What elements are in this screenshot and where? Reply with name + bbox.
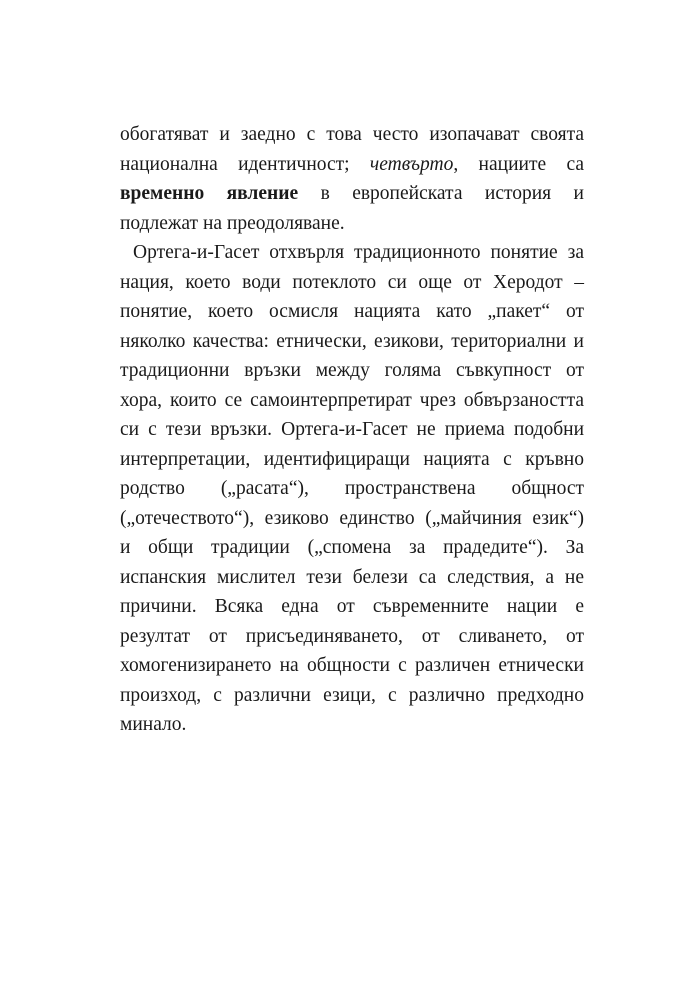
text-line: причини. Всяка една от съвременните нации е: [120, 596, 584, 617]
text-line: интерпретации, идентифициращи нацията с кръвно: [120, 448, 584, 470]
text-line: Ортега-и-Гасет отхвърля традиционното понятие за: [133, 242, 584, 263]
text-segment: национална идентичност;: [120, 153, 370, 175]
text-line: подлежат на преодоляване.: [120, 212, 345, 234]
text-line: испанския мислител тези белези са следствия, а не: [120, 566, 584, 588]
text-line: обогатяват и заедно с това често изопачават своята: [120, 124, 584, 145]
emphasized-text: четвърто: [369, 153, 454, 175]
text-line: хора, които се самоинтерпретират чрез обвързаността: [120, 389, 584, 411]
text-line: [120, 179, 584, 209]
text-line: произход, с различни езици, с различно предходно: [120, 684, 584, 706]
text-line: хомогенизирането на общности с различен етнически: [120, 655, 584, 676]
text-line: резултат от присъединяването, от сливането, от: [120, 625, 584, 647]
text-line: традиционни връзки между голяма съвкупност от: [120, 360, 584, 381]
text-line: няколко качества: етнически, езикови, териториални и: [120, 330, 584, 352]
text-line: родство („расата“), пространствена общност: [120, 478, 584, 499]
text-line: нация, което води потеклото си още от Херодот –: [120, 271, 584, 293]
text-line: минало.: [120, 714, 187, 735]
text-segment: , нациите са: [453, 153, 584, 175]
paragraph-2: [120, 238, 584, 740]
body-text: [120, 120, 584, 740]
text-line: си с тези връзки. Ортега-и-Гасет не приема подобни: [120, 419, 584, 440]
paragraph-1: [120, 120, 584, 238]
text-line: и общи традиции („спомена за прадедите“). За: [120, 537, 584, 558]
text-segment: в европейската история и: [298, 183, 584, 204]
text-line: („отечеството“), езиково единство („майчиния език“): [120, 507, 584, 529]
text-line: [120, 150, 584, 180]
bold-text: временно явление: [120, 183, 299, 204]
text-line: понятие, което осмисля нацията като „пакет“ от: [120, 301, 584, 322]
